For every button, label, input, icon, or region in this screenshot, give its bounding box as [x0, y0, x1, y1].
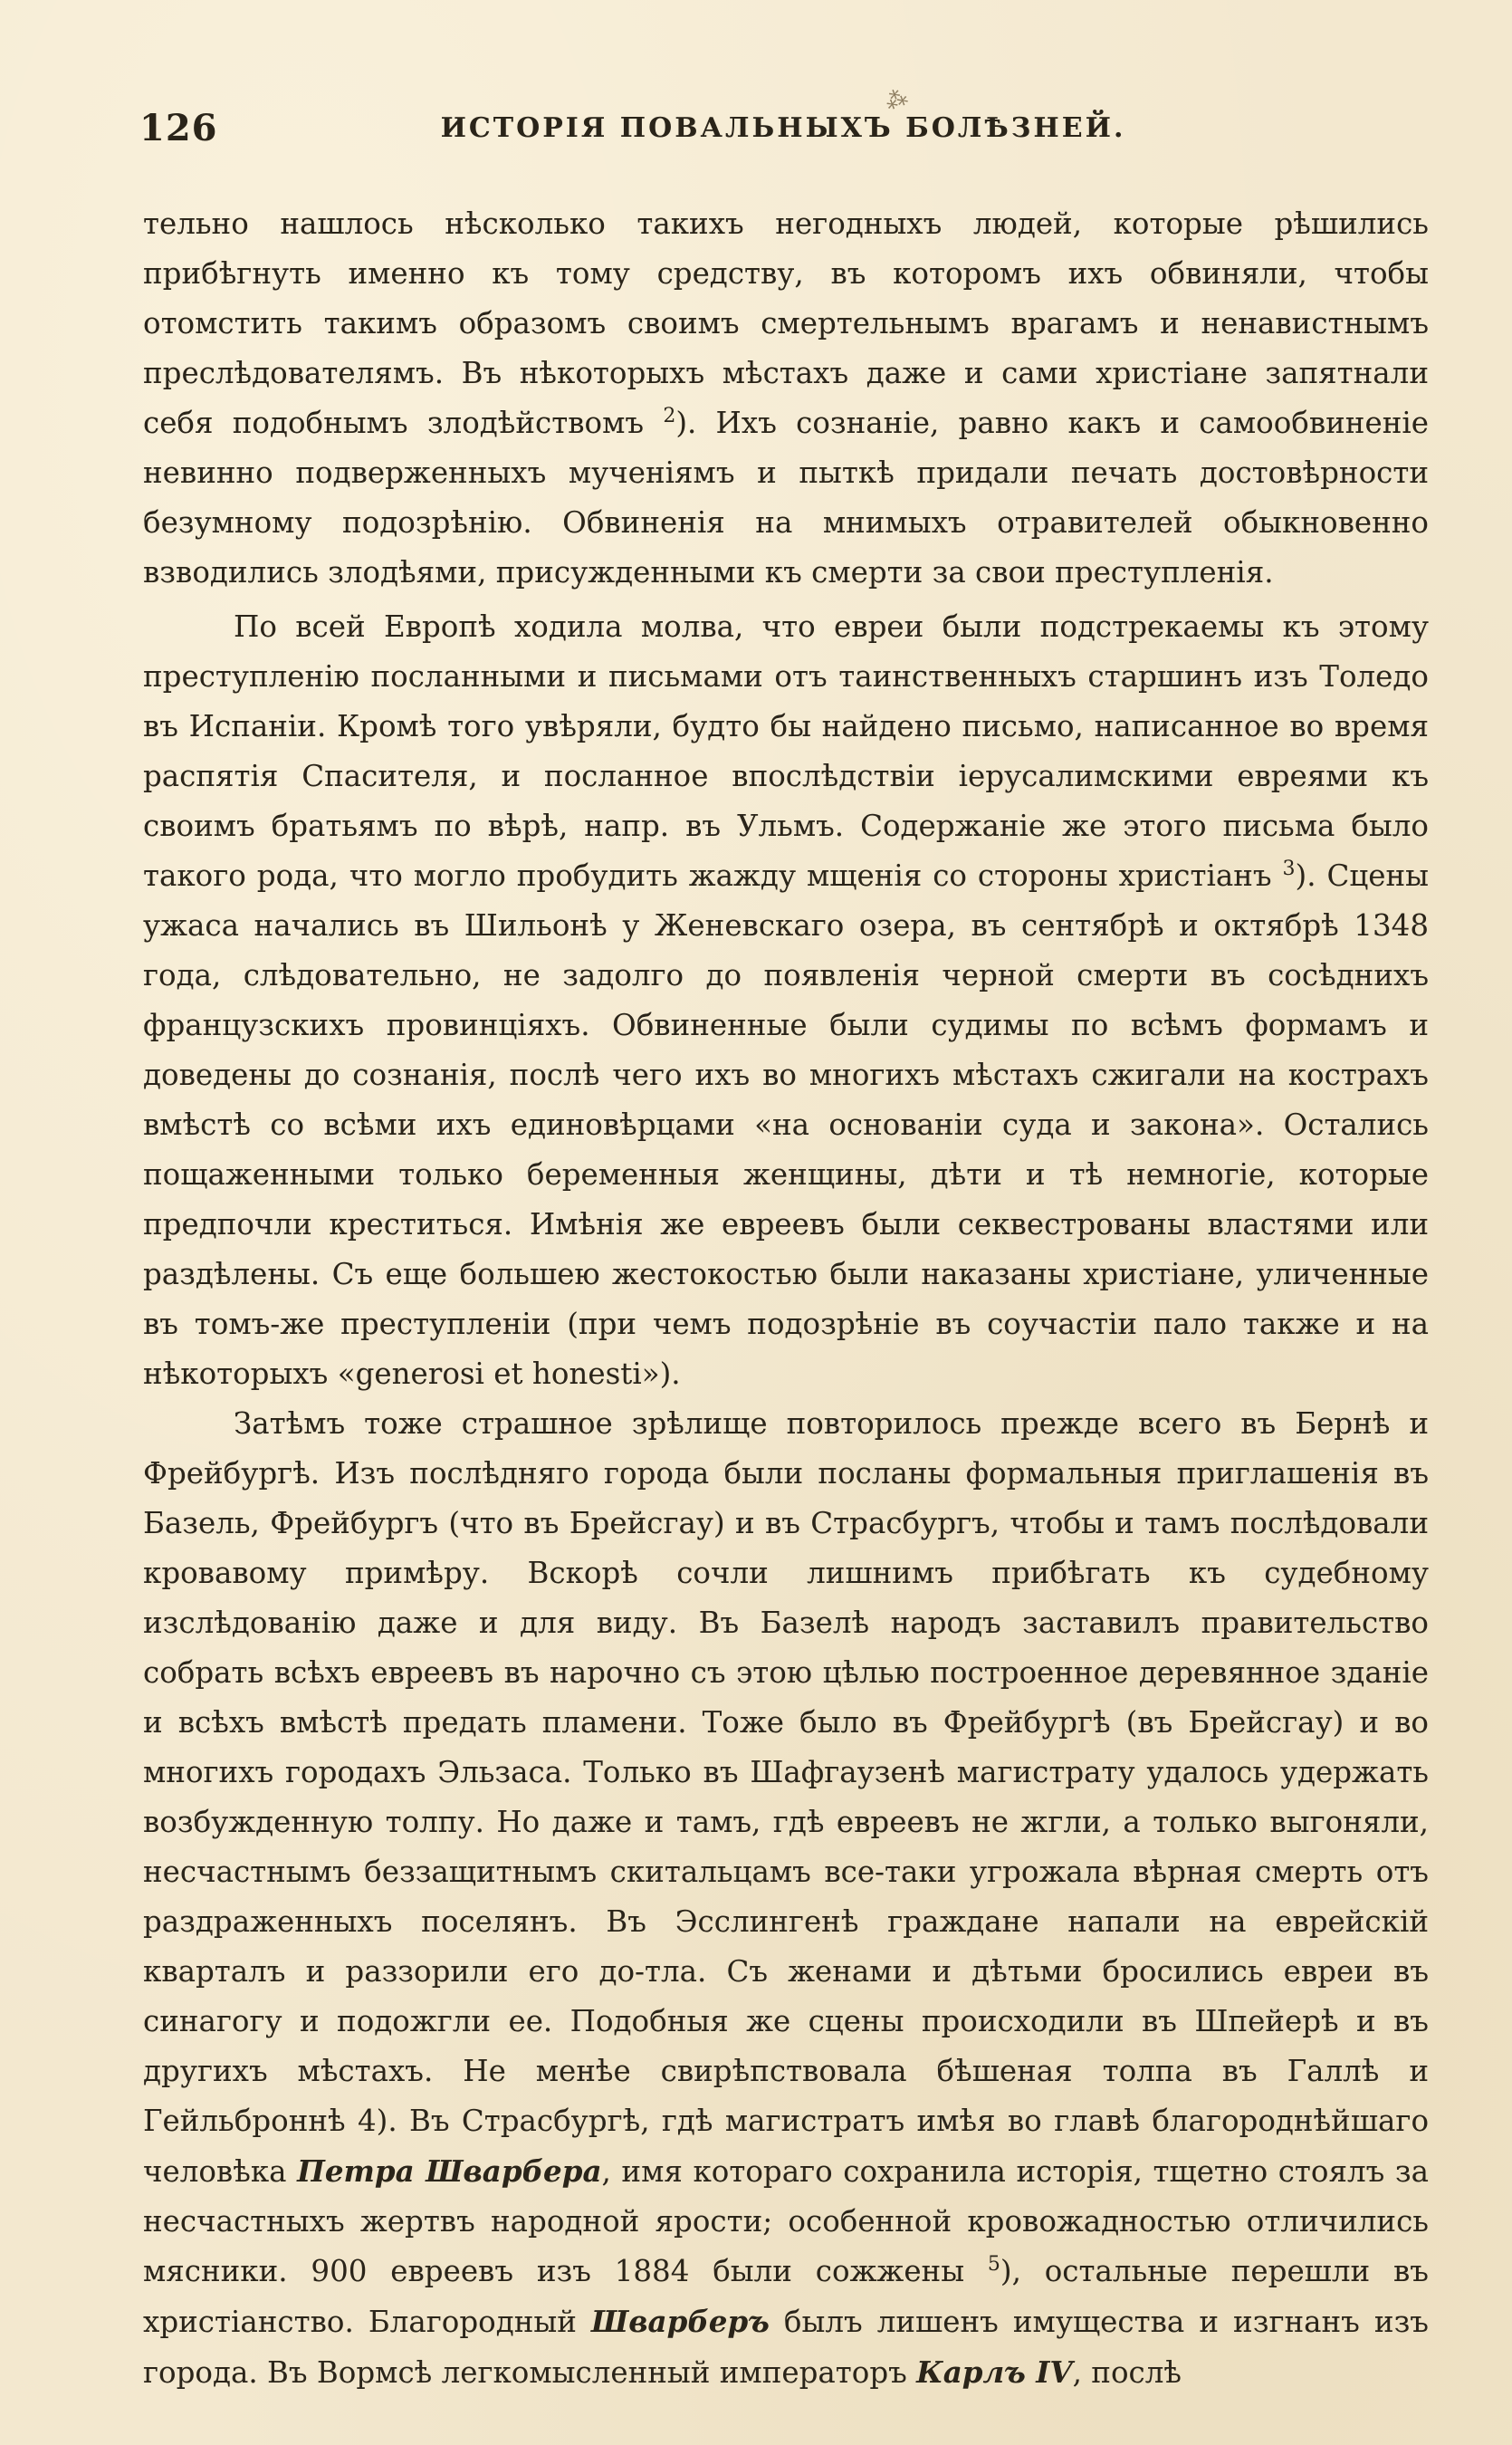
footnote-ref-2: 2: [663, 405, 676, 428]
footnote-ref-3: 3: [1282, 858, 1296, 881]
name-karl-iv: Карлъ IV: [916, 2354, 1073, 2390]
paragraph-1: [143, 199, 1429, 598]
footnote-ref-4: 4: [345, 2104, 377, 2138]
paragraph-2-text: По всей Европѣ ходила молва, что евреи были подстрекаемы къ этому преступленію посланными и письмами отъ таинственныхъ старшинъ изъ Толедо въ Испаніи. Кромѣ того увѣряли, будто бы найдено письмо, написанное во время распятія Спасителя, и посланное впослѣдствіи іерусалимскими евреями къ своимъ братьямъ по вѣрѣ, напр. въ Ульмъ. Содержаніе же этого письма было такого рода, что могло пробудить жажду мщенія со стороны христіанъ: [143, 609, 1429, 893]
paragraph-2: [143, 602, 1429, 1399]
paragraph-3-text-d: ), остальные перешли въ христіанство. Благородный: [143, 2254, 1429, 2339]
running-title: ИСТОРІЯ ПОВАЛЬНЫХЪ БОЛѢЗНЕЙ.: [440, 112, 1126, 144]
running-head: [136, 107, 1431, 161]
paragraph-1-text: тельно нашлось нѣсколько такихъ негодныхъ людей, которые рѣшились прибѣгнуть именно къ тому средству, въ которомъ ихъ обвиняли, чтобы отомстить такимъ образомъ своимъ смертельнымъ врагамъ и ненавистнымъ преслѣдователямъ. Въ нѣкоторыхъ мѣстахъ даже и сами христіане запятнали себя подобнымъ злодѣйствомъ: [143, 206, 1429, 440]
paragraph-3-text-f: , послѣ: [1072, 2355, 1182, 2390]
footnote-ref-5: 5: [987, 2253, 1000, 2277]
name-shvarber: Шварберъ: [591, 2304, 770, 2339]
main-text: [143, 199, 1429, 2398]
paragraph-3-text: Затѣмъ тоже страшное зрѣлище повторилось прежде всего въ Бернѣ и Фрейбургѣ. Изъ послѣдняго города были посланы формальныя приглашенія въ Базель, Фрейбургъ (что въ Брейсгау) и въ Страсбургъ, чтобы и тамъ послѣдовали кровавому примѣру. Вскорѣ сочли лишнимъ прибѣгать къ судебному изслѣдованію даже и для виду. Въ Базелѣ народъ заставилъ правительство собрать всѣхъ евреевъ въ нарочно съ этою цѣлью построенное деревянное зданіе и всѣхъ вмѣстѣ предать пламени. Тоже было въ Фрейбургѣ (въ Брейсгау) и во многихъ городахъ Эльзаса. Только въ Шафгаузенѣ магистрату удалось удержать возбужденную толпу. Но даже и тамъ, гдѣ евреевъ не жгли, а только выгоняли, несчастнымъ беззащитнымъ скитальцамъ все-таки угрожала вѣрная смерть отъ раздраженныхъ поселянъ. Въ Эсслингенѣ граждане напали на еврейскій кварталъ и раззорили его до-тла. Съ женами и дѣтьми бросились евреи въ синагогу и подожгли ее. Подобныя же сцены происходили въ Шпейерѣ и въ другихъ мѣстахъ. Не менѣе свирѣпствовала бѣшеная толпа въ Галлѣ и Гейльброннѣ: [143, 1406, 1429, 2138]
paragraph-2-text-cont: ). Сцены ужаса начались въ Шильонѣ у Женевскаго озера, въ сентябрѣ и октябрѣ 1348 года, слѣдовательно, не задолго до появленія черной смерти въ сосѣднихъ французскихъ провинціяхъ. Обвиненные были судимы по всѣмъ формамъ и доведены до сознанія, послѣ чего ихъ во многихъ мѣстахъ сжигали на кострахъ вмѣстѣ со всѣми ихъ единовѣрцами «на основаніи суда и закона». Остались пощаженными только беременныя женщины, дѣти и тѣ немногіе, которые предпочли креститься. Имѣнія же евреевъ были секвестрованы властями или раздѣлены. Съ еще большею жестокостью были наказаны христіане, уличенные въ томъ-же преступленіи (при чемъ подозрѣніе въ соучастіи пало также и на нѣкоторыхъ «generosi et honesti»).: [143, 858, 1429, 1391]
paragraph-3-text-c: , имя котораго сохранила исторія, тщетно стоялъ за несчастныхъ жертвъ народной ярости; особенной кровожадностью отличились мясники. 900 евреевъ изъ 1884 были сожжены: [143, 2154, 1429, 2288]
paragraph-1-text-cont: ). Ихъ сознаніе, равно какъ и самообвиненіе невинно подверженныхъ мученіямъ и пыткѣ придали печать достовѣрности безумному подозрѣнію. Обвиненія на мнимыхъ отравителей обыкновенно взводились злодѣями, присужденными къ смерти за свои преступленія.: [143, 406, 1429, 590]
paragraph-3: [143, 1399, 1429, 2398]
name-petr-shvarber: Петра Шварбера: [297, 2153, 602, 2189]
page-number: 126: [139, 107, 218, 149]
paragraph-3-text-e: былъ лишенъ имущества и изгнанъ изъ города. Въ Вормсѣ легкомысленный императоръ: [143, 2305, 1429, 2390]
ornament-mark: ⁂: [881, 83, 912, 116]
paragraph-3-text-b: ). Въ Страсбургѣ, гдѣ магистратъ имѣя во главѣ благороднѣйшаго человѣка: [143, 2104, 1430, 2189]
